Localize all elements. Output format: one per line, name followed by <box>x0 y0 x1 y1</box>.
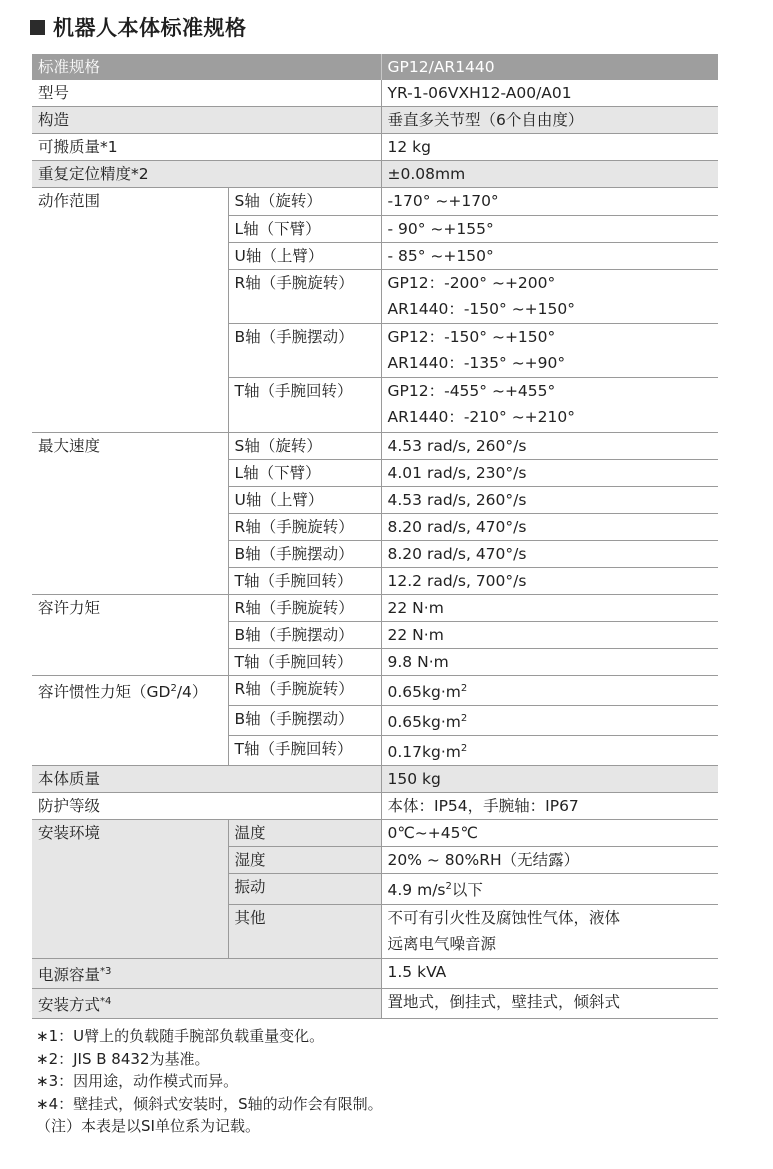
motion-value-2: AR1440：-210° ~+210° <box>387 408 575 426</box>
model-label: 型号 <box>32 80 381 107</box>
repeatability-label: 重复定位精度*2 <box>32 161 381 188</box>
motion-value: GP12：-150° ~+150° <box>387 328 556 346</box>
environment-value-2: 远离电气噪音源 <box>387 934 497 953</box>
inertia-value-sup: 2 <box>460 713 468 725</box>
motion-value: - 85° ~+150° <box>381 243 718 270</box>
motion-axis: T轴（手腕回转） <box>228 378 381 433</box>
title-text: 机器人本体标准规格 <box>53 16 247 40</box>
table-row <box>32 958 718 988</box>
speed-axis: L轴（下臂） <box>228 460 381 487</box>
moment-axis: R轴（手腕旋转） <box>228 595 381 622</box>
table-row <box>32 766 718 793</box>
inertia-value: 0.65kg·m <box>387 713 461 732</box>
environment-item: 振动 <box>228 874 381 904</box>
footnotes <box>36 1025 383 1138</box>
spec-table <box>32 54 718 1019</box>
environment-value: 4.9 m/s <box>387 881 446 900</box>
mounting-label: 安装方式 <box>38 995 101 1014</box>
model-value: YR-1-06VXH12-A00/A01 <box>381 80 718 107</box>
speed-value: 4.53 rad/s, 260°/s <box>381 433 718 460</box>
payload-label: 可搬质量*1 <box>32 134 381 161</box>
moment-value: 22 N·m <box>381 595 718 622</box>
motion-value: -170° ~+170° <box>381 188 718 216</box>
motion-axis: B轴（手腕摆动） <box>228 324 381 378</box>
speed-axis: B轴（手腕摆动） <box>228 541 381 568</box>
inertia-value: 0.17kg·m <box>387 743 461 762</box>
mass-label: 本体质量 <box>32 766 381 793</box>
environment-value: 0℃~+45℃ <box>381 820 718 847</box>
inertia-value-sup: 2 <box>460 683 468 694</box>
table-row <box>32 433 718 460</box>
inertia-value-sup: 2 <box>460 743 468 755</box>
max-speed-label: 最大速度 <box>32 433 228 595</box>
moment-axis: T轴（手腕回转） <box>228 649 381 676</box>
inertia-label-post: /4） <box>176 683 208 702</box>
title-square-icon <box>30 20 45 35</box>
repeatability-value: ±0.08mm <box>381 161 718 188</box>
table-row <box>32 820 718 847</box>
mounting-label-sup: *4 <box>100 995 112 1007</box>
inertia-value-cell <box>381 706 718 736</box>
motion-axis: R轴（手腕旋转） <box>228 270 381 324</box>
environment-label: 安装环境 <box>32 820 228 958</box>
inertia-value-cell <box>381 736 718 766</box>
motion-axis: L轴（下臂） <box>228 216 381 243</box>
motion-value-cell <box>381 270 718 324</box>
motion-value: GP12：-455° ~+455° <box>387 382 556 400</box>
moment-value: 22 N·m <box>381 622 718 649</box>
page-title <box>30 12 247 42</box>
speed-axis: T轴（手腕回转） <box>228 568 381 595</box>
environment-item: 温度 <box>228 820 381 847</box>
motion-value: - 90° ~+155° <box>381 216 718 243</box>
mounting-value: 置地式，倒挂式，壁挂式，倾斜式 <box>381 988 718 1018</box>
speed-value: 4.53 rad/s, 260°/s <box>381 487 718 514</box>
environment-value-cell <box>381 904 718 958</box>
speed-value: 4.01 rad/s, 230°/s <box>381 460 718 487</box>
inertia-axis: B轴（手腕摆动） <box>228 706 381 736</box>
table-row <box>32 988 718 1018</box>
environment-value-sup: 2 <box>445 881 452 893</box>
motion-value-cell <box>381 378 718 433</box>
mounting-label-cell <box>32 988 381 1018</box>
structure-label: 构造 <box>32 107 381 134</box>
table-row <box>32 80 718 107</box>
power-label: 电源容量 <box>38 965 101 984</box>
mass-value: 150 kg <box>381 766 718 793</box>
inertia-axis: R轴（手腕旋转） <box>228 676 381 706</box>
environment-item: 湿度 <box>228 847 381 874</box>
motion-value: GP12：-200° ~+200° <box>387 274 556 292</box>
inertia-value: 0.65kg·m <box>387 683 461 702</box>
footnote: ∗2：JIS B 8432为基准。 <box>36 1049 210 1068</box>
footnote: ∗4：壁挂式，倾斜式安装时，S轴的动作会有限制。 <box>36 1094 383 1113</box>
footnote: （注）本表是以SI单位系为记载。 <box>36 1117 260 1135</box>
header-label: 标准规格 <box>32 54 381 80</box>
motion-range-label: 动作范围 <box>32 188 228 433</box>
inertia-label-text: 容许惯性力矩（GD <box>38 683 171 702</box>
footnote: ∗1：U臂上的负载随手腕部负载重量变化。 <box>36 1027 325 1045</box>
environment-value-post: 以下 <box>451 881 483 900</box>
speed-value: 12.2 rad/s, 700°/s <box>381 568 718 595</box>
inertia-axis: T轴（手腕回转） <box>228 736 381 766</box>
table-row <box>32 793 718 820</box>
environment-value-cell <box>381 874 718 904</box>
protection-value: 本体：IP54，手腕轴：IP67 <box>381 793 718 820</box>
inertia-value-cell <box>381 676 718 706</box>
footnote: ∗3：因用途，动作模式而异。 <box>36 1072 239 1090</box>
moment-axis: B轴（手腕摆动） <box>228 622 381 649</box>
power-label-cell <box>32 958 381 988</box>
table-row <box>32 188 718 216</box>
header-value: GP12/AR1440 <box>381 54 718 80</box>
motion-value-2: AR1440：-150° ~+150° <box>387 300 575 318</box>
inertia-label-sup: 2 <box>170 683 177 694</box>
allowable-moment-label: 容许力矩 <box>32 595 228 676</box>
speed-axis: U轴（上臂） <box>228 487 381 514</box>
speed-value: 8.20 rad/s, 470°/s <box>381 514 718 541</box>
speed-axis: R轴（手腕旋转） <box>228 514 381 541</box>
speed-axis: S轴（旋转） <box>228 433 381 460</box>
table-row <box>32 107 718 134</box>
environment-value: 不可有引火性及腐蚀性气体，液体 <box>387 908 621 927</box>
table-row <box>32 676 718 706</box>
allowable-inertia-label <box>32 676 228 766</box>
table-header-row <box>32 54 718 80</box>
speed-value: 8.20 rad/s, 470°/s <box>381 541 718 568</box>
power-value: 1.5 kVA <box>381 958 718 988</box>
motion-value-2: AR1440：-135° ~+90° <box>387 354 566 372</box>
payload-value: 12 kg <box>381 134 718 161</box>
table-row <box>32 595 718 622</box>
table-row <box>32 161 718 188</box>
environment-value: 20% ~ 80%RH（无结露） <box>381 847 718 874</box>
environment-item: 其他 <box>228 904 381 958</box>
moment-value: 9.8 N·m <box>381 649 718 676</box>
table-row <box>32 134 718 161</box>
motion-axis: S轴（旋转） <box>228 188 381 216</box>
protection-label: 防护等级 <box>32 793 381 820</box>
motion-value-cell <box>381 324 718 378</box>
power-label-sup: *3 <box>100 965 112 977</box>
structure-value: 垂直多关节型（6个自由度） <box>381 107 718 134</box>
motion-axis: U轴（上臂） <box>228 243 381 270</box>
